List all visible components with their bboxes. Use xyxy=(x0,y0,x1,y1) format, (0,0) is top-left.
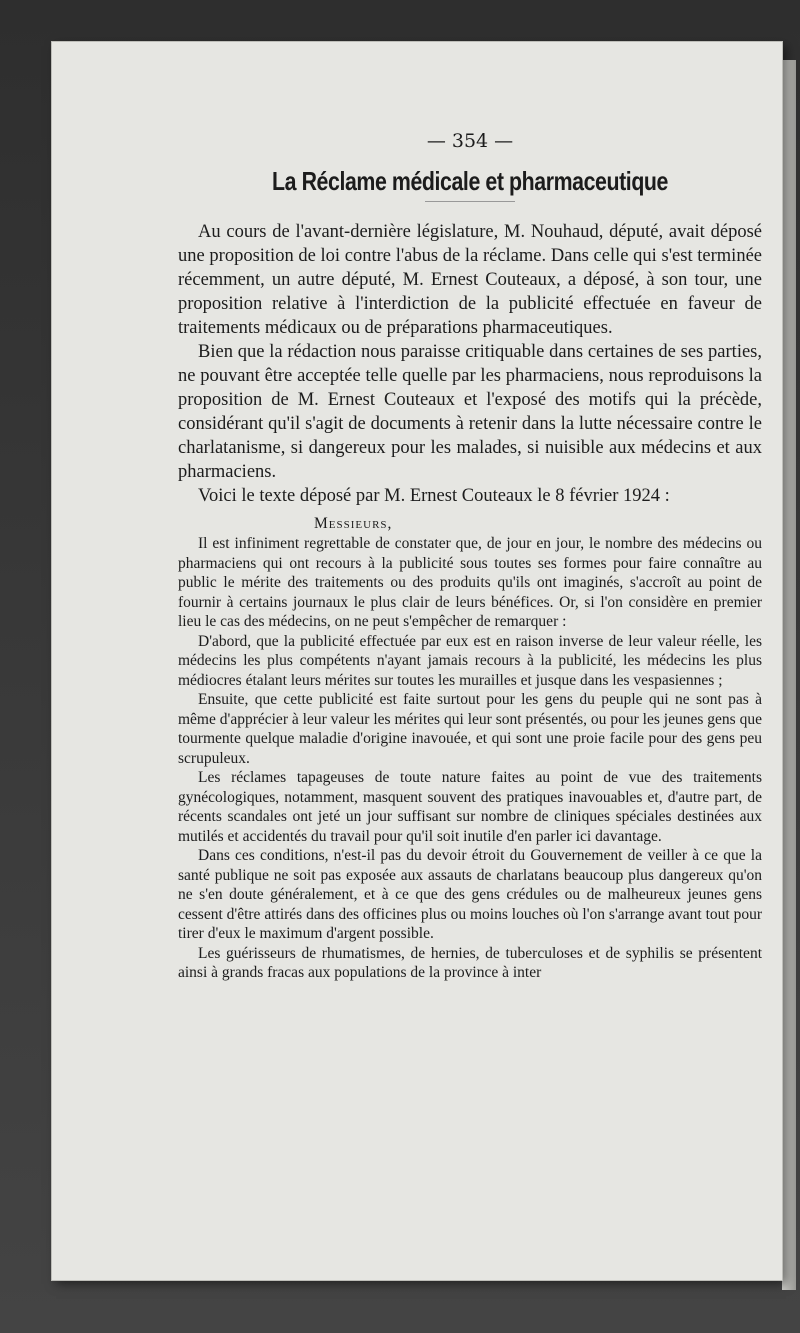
body-paragraph: Ensuite, que cette publicité est faite surtout pour les gens du peuple qui ne sont pas à même d'apprécier à leur valeur les mérites qui leur sont présentés, ou pour les jeunes gens que tourmente quelque maladie d'origine inavouée, et qui sont une proie facile pour des gens peu scrupuleux. xyxy=(178,691,762,767)
body-paragraph: Dans ces conditions, n'est-il pas du devoir étroit du Gouvernement de veiller à ce que la santé publique ne soit pas exposée aux assauts de charlatans beaucoup plus dangereux qu'on ne s'en doute généralement, et à ce que des gens crédules ou de malheureux jeunes gens cessent d'être attirés dans des officines plus ou moins louches où l'on s'arrange avant tout pour tirer d'eux le maximum d'argent possible. xyxy=(178,847,762,942)
body-paragraph: Les guérisseurs de rhumatismes, de hernies, de tuberculoses et de syphilis se présentent ainsi à grands fracas aux populations de la province à inter xyxy=(178,944,762,981)
intro-paragraph: Bien que la rédaction nous paraisse critiquable dans certaines de ses parties, ne pouvant être acceptée telle quelle par les pharmaciens, nous reproduisons la proposition de M. Ernest Couteaux et l'exposé des motifs qui la précède, considérant qu'il s'agit de documents à retenir dans la lutte nécessaire contre le charlatanisme, si dangereux pour les malades, si nuisible aux médecins et aux pharmaciens. xyxy=(178,342,762,482)
document-page xyxy=(52,42,782,1280)
intro-paragraph: Au cours de l'avant-dernière législature, M. Nouhaud, député, avait déposé une proposition de loi contre l'abus de la réclame. Dans celle qui s'est terminée récemment, un autre député, M. Ernest Couteaux, a déposé, à son tour, une proposition relative à l'interdiction de la publicité effectuée en faveur de traitements médicaux ou de préparations pharmaceutiques. xyxy=(178,222,762,338)
body-paragraph: Les réclames tapageuses de toute nature faites au point de vue des traitements gynécologiques, notamment, masquent souvent des pratiques inavouables et, d'autre part, de récents scandales ont jeté un jour suffisant sur nombre de cliniques spéciales destinées aux mutilés et accidentés du travail pour qu'il soit inutile d'en parler ici davantage. xyxy=(178,769,762,845)
body-paragraph: Il est infiniment regrettable de constater que, de jour en jour, le nombre des médecins ou pharmaciens qui ont recours à la publicité sous toutes ses formes pour faire connaître au public le mérite des traitements ou des produits qu'ils ont imaginés, s'accroît au point de fournir à certains journaux le plus clair de leurs bénéfices. Or, si l'on considère en premier lieu le cas des médecins, on ne peut s'empêcher de remarquer : xyxy=(178,535,762,630)
salutation: Messieurs, xyxy=(314,515,393,532)
page-edge xyxy=(782,60,796,1290)
article-title: La Réclame médicale et pharmaceutique xyxy=(271,166,669,196)
intro-paragraph: Voici le texte déposé par M. Ernest Couteaux le 8 février 1924 : xyxy=(198,486,670,506)
body-paragraph: D'abord, que la publicité effectuée par eux est en raison inverse de leur valeur réelle, les médecins les plus compétents n'ayant jamais recours à la publicité, les médecins les plus médiocres étalant leurs mérites sur toutes les murailles et jusque dans les vespasiennes ; xyxy=(178,632,762,689)
page-number: — 354 — xyxy=(426,130,514,152)
title-rule xyxy=(425,201,515,202)
page-content xyxy=(178,130,762,983)
